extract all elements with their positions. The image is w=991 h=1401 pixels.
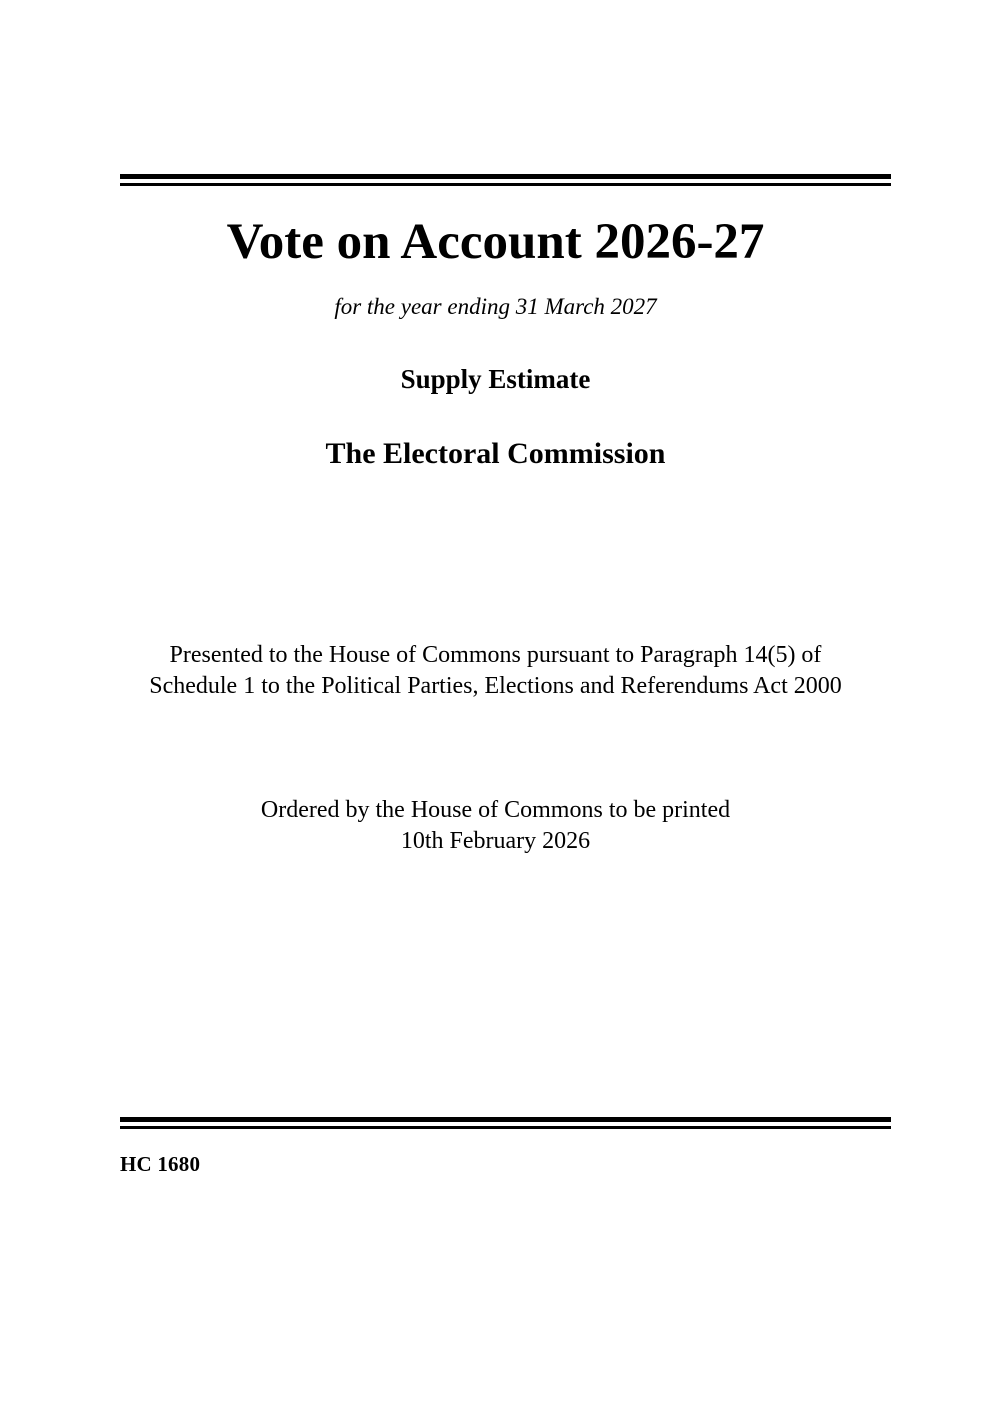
presented-statement — [0, 640, 991, 703]
hc-reference-number: HC 1680 — [120, 1152, 201, 1176]
bottom-rule-thin — [120, 1126, 891, 1129]
top-double-rule — [120, 174, 891, 186]
organisation-name-heading: The Electoral Commission — [325, 437, 666, 471]
ordered-statement — [0, 795, 991, 858]
estimate-kind-heading: Supply Estimate — [400, 363, 591, 394]
presented-statement-line-2: Schedule 1 to the Political Parties, Elections and Referendums Act 2000 — [149, 673, 842, 700]
bottom-double-rule — [120, 1117, 891, 1129]
document-subtitle: for the year ending 31 March 2027 — [334, 294, 657, 320]
top-rule-thin — [120, 183, 891, 186]
ordered-statement-line-1: Ordered by the House of Commons to be printed — [260, 797, 731, 823]
page-title: Vote on Account 2026-27 — [226, 214, 765, 270]
ordered-statement-date: 10th February 2026 — [400, 828, 591, 855]
title-block — [0, 214, 991, 472]
presented-statement-line-1: Presented to the House of Commons pursuant to Paragraph 14(5) of — [169, 642, 822, 668]
